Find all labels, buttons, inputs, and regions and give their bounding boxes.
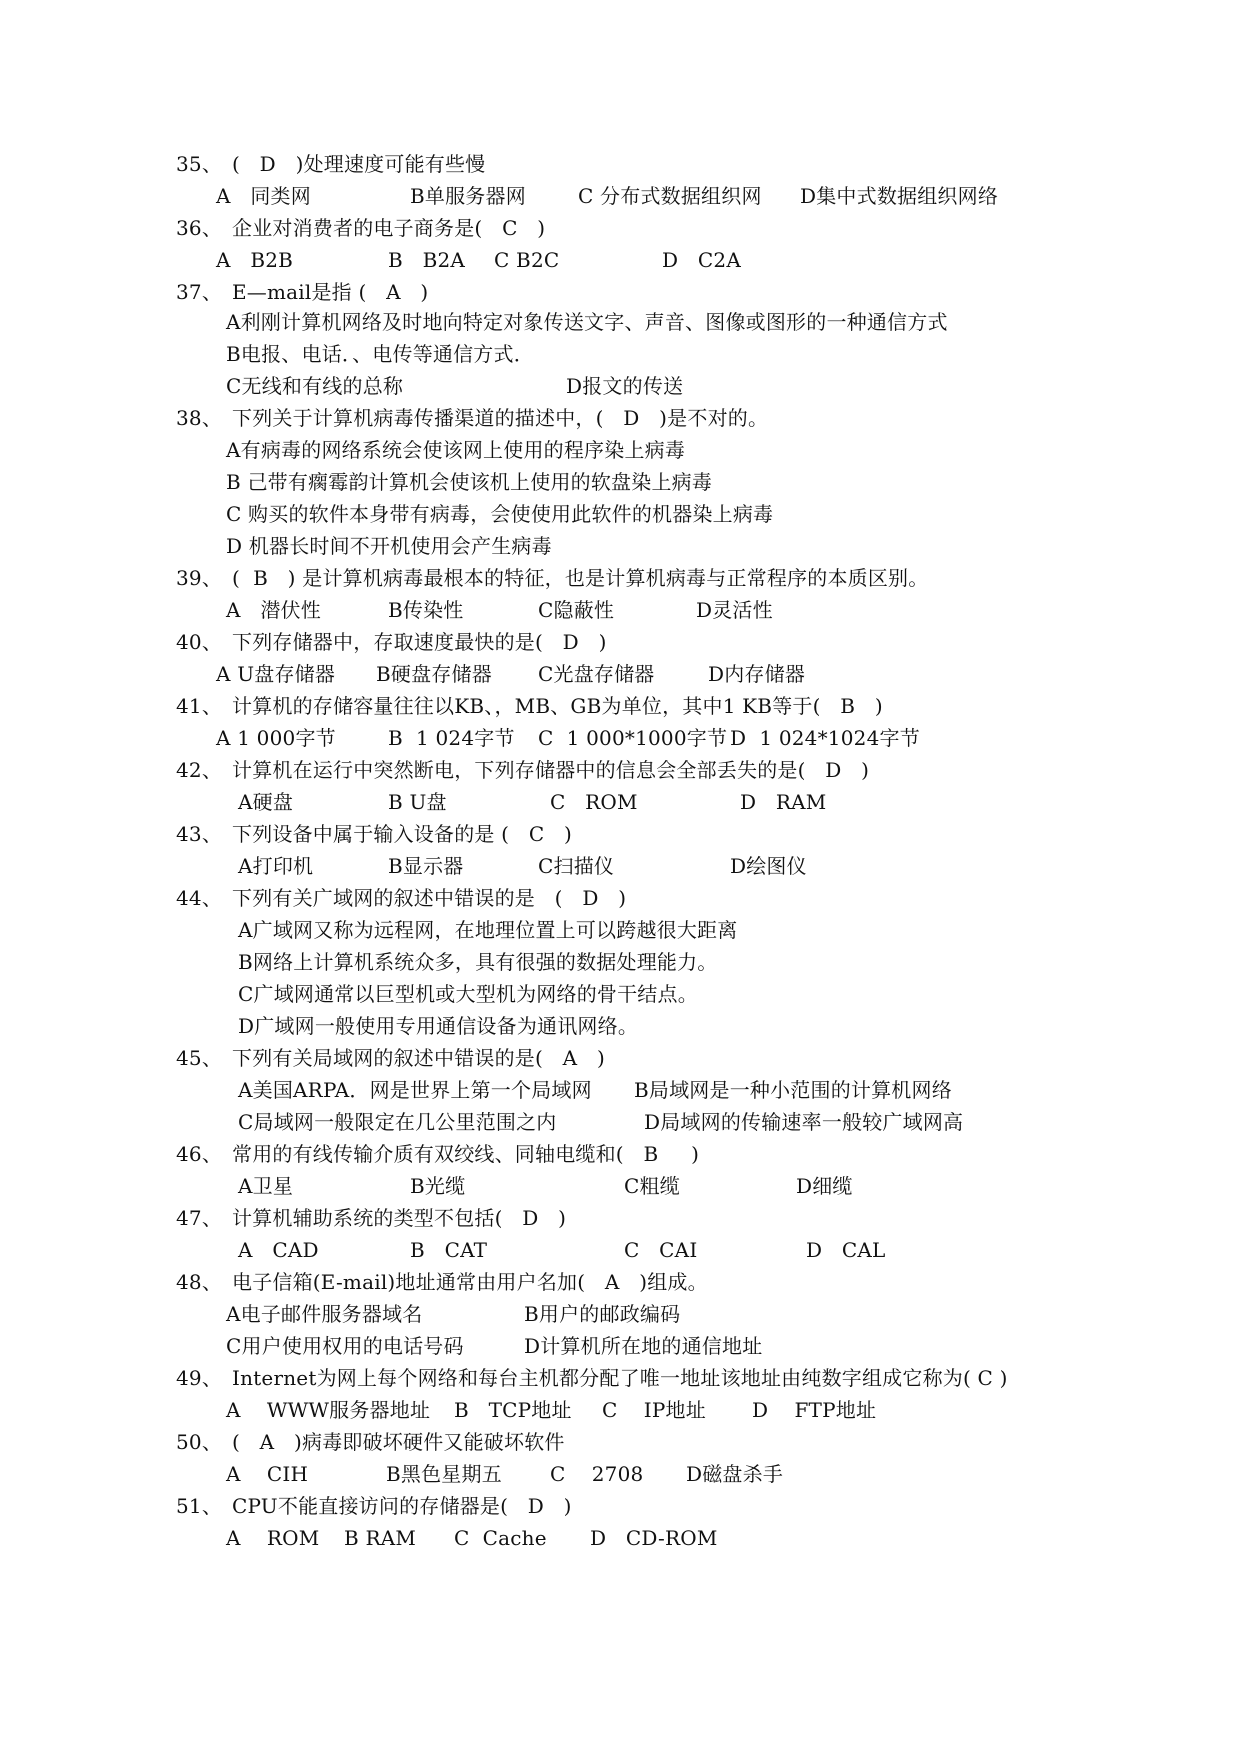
answer-option: C无线和有线的总称: [226, 374, 404, 398]
answer-option: A ROM: [226, 1526, 320, 1550]
answer-option: D FTP地址: [752, 1398, 877, 1422]
answer-option: B硬盘存储器: [376, 662, 492, 686]
question-number: 50、: [176, 1430, 223, 1454]
option-row: [0, 1330, 1241, 1362]
question-line: [0, 148, 1241, 180]
option-row: [0, 1170, 1241, 1202]
answer-option: A广域网又称为远程网，在地理位置上可以跨越很大距离: [238, 918, 738, 942]
question-line: [0, 818, 1241, 850]
option-row: [0, 1458, 1241, 1490]
question-line: [0, 882, 1241, 914]
option-row: [0, 1106, 1241, 1138]
question-number: 43、: [176, 822, 223, 846]
question-number: 45、: [176, 1046, 223, 1070]
answer-option: C隐蔽性: [538, 598, 615, 622]
option-row: [0, 786, 1241, 818]
option-row: [0, 850, 1241, 882]
answer-option: C粗缆: [624, 1174, 680, 1198]
answer-option: C B2C: [494, 248, 560, 272]
answer-option: B TCP地址: [454, 1398, 572, 1422]
answer-option: B B2A: [388, 248, 466, 272]
answer-option: B黑色星期五: [386, 1462, 502, 1486]
question-number: 44、: [176, 886, 223, 910]
question-text: ( D )处理速度可能有些慢: [232, 152, 486, 176]
answer-option: B光缆: [410, 1174, 466, 1198]
option-row: [0, 180, 1241, 212]
answer-option: C 购买的软件本身带有病毒，会使使用此软件的机器染上病毒: [226, 502, 774, 526]
answer-option: D细缆: [796, 1174, 853, 1198]
answer-option: A有病毒的网络系统会使该网上使用的程序染上病毒: [226, 438, 686, 462]
question-text: 下列设备中属于输入设备的是 ( C ): [232, 822, 573, 846]
answer-option: C 分布式数据组织网: [578, 184, 762, 208]
answer-option: D 机器长时间不开机使用会产生病毒: [226, 534, 552, 558]
answer-option: C用户使用权用的电话号码: [226, 1334, 464, 1358]
answer-option: C CAI: [624, 1238, 698, 1262]
option-row: [0, 338, 1241, 370]
answer-option: A 1 000字节: [216, 726, 336, 750]
answer-option: B显示器: [388, 854, 464, 878]
answer-option: A U盘存储器: [216, 662, 336, 686]
option-row: [0, 1234, 1241, 1266]
option-row: [0, 370, 1241, 402]
question-line: [0, 1362, 1241, 1394]
option-row: [0, 914, 1241, 946]
question-line: [0, 1042, 1241, 1074]
question-line: [0, 1266, 1241, 1298]
answer-option: A CAD: [238, 1238, 319, 1262]
question-number: 41、: [176, 694, 223, 718]
answer-option: D计算机所在地的通信地址: [524, 1334, 763, 1358]
question-text: 计算机辅助系统的类型不包括( D ): [232, 1206, 567, 1230]
question-line: [0, 754, 1241, 786]
question-number: 39、: [176, 566, 223, 590]
option-row: [0, 1394, 1241, 1426]
answer-option: A 潜伏性: [226, 598, 321, 622]
answer-option: C ROM: [550, 790, 638, 814]
answer-option: D磁盘杀手: [686, 1462, 784, 1486]
option-row: [0, 530, 1241, 562]
option-row: [0, 498, 1241, 530]
option-row: [0, 244, 1241, 276]
answer-option: B电报、电话．、电传等通信方式．: [226, 342, 534, 366]
answer-option: A美国ARPA．网是世界上第一个局域网: [238, 1078, 592, 1102]
answer-option: B网络上计算机系统众多，具有很强的数据处理能力。: [238, 950, 718, 974]
option-row: [0, 658, 1241, 690]
option-row: [0, 1074, 1241, 1106]
question-text: 计算机的存储容量往往以KB、，MB、GB为单位，其中1 KB等于( B ): [232, 694, 883, 718]
question-line: [0, 402, 1241, 434]
answer-option: C 2708: [550, 1462, 644, 1486]
answer-option: D C2A: [662, 248, 741, 272]
question-line: [0, 1202, 1241, 1234]
question-line: [0, 1138, 1241, 1170]
question-number: 46、: [176, 1142, 223, 1166]
option-row: [0, 434, 1241, 466]
question-text: ( A )病毒即破坏硬件又能破坏软件: [232, 1430, 565, 1454]
answer-option: B CAT: [410, 1238, 488, 1262]
answer-option: A利刚计算机网络及时地向特定对象传送文字、声音、图像或图形的一种通信方式: [226, 310, 948, 334]
option-row: [0, 306, 1241, 338]
question-text: 下列存储器中，存取速度最快的是( D ): [232, 630, 607, 654]
answer-option: D CAL: [806, 1238, 886, 1262]
answer-option: D灵活性: [696, 598, 773, 622]
question-text: 企业对消费者的电子商务是( C ): [232, 216, 546, 240]
question-number: 51、: [176, 1494, 223, 1518]
question-line: [0, 562, 1241, 594]
option-row: [0, 1298, 1241, 1330]
question-text: 下列有关局域网的叙述中错误的是( A ): [232, 1046, 605, 1070]
question-line: [0, 212, 1241, 244]
question-number: 48、: [176, 1270, 223, 1294]
question-number: 40、: [176, 630, 223, 654]
option-row: [0, 946, 1241, 978]
answer-option: C光盘存储器: [538, 662, 655, 686]
answer-option: D内存储器: [708, 662, 806, 686]
answer-option: B 己带有瘸霉韵计算机会使该机上使用的软盘染上病毒: [226, 470, 713, 494]
question-text: 下列有关广域网的叙述中错误的是 ( D ): [232, 886, 627, 910]
question-number: 49、: [176, 1366, 223, 1390]
answer-option: A 同类网: [216, 184, 311, 208]
answer-option: B 1 024字节: [388, 726, 515, 750]
option-row: [0, 1522, 1241, 1554]
question-text: 常用的有线传输介质有双绞线、同轴电缆和( B ): [232, 1142, 700, 1166]
answer-option: D 1 024*1024字节: [730, 726, 920, 750]
answer-option: A卫星: [238, 1174, 294, 1198]
answer-option: B局域网是一种小范围的计算机网络: [634, 1078, 952, 1102]
answer-option: B RAM: [344, 1526, 417, 1550]
answer-option: A WWW服务器地址: [226, 1398, 431, 1422]
answer-option: C局域网一般限定在几公里范围之内: [238, 1110, 557, 1134]
question-text: 电子信箱(E-mail)地址通常由用户名加( A )组成。: [232, 1270, 708, 1294]
answer-option: A B2B: [216, 248, 294, 272]
option-row: [0, 1010, 1241, 1042]
question-text: Internet为网上每个网络和每台主机都分配了唯一地址该地址由纯数字组成它称为( C ): [232, 1366, 1008, 1390]
question-text: E—mail是指 ( A ): [232, 280, 429, 304]
answer-option: D集中式数据组织网络: [800, 184, 999, 208]
answer-option: C 1 000*1000字节: [538, 726, 728, 750]
question-number: 47、: [176, 1206, 223, 1230]
answer-option: A打印机: [238, 854, 314, 878]
option-row: [0, 978, 1241, 1010]
question-text: 下列关于计算机病毒传播渠道的描述中，( D )是不对的。: [232, 406, 769, 430]
answer-option: C扫描仪: [538, 854, 615, 878]
question-line: [0, 690, 1241, 722]
answer-option: D CD-ROM: [590, 1526, 718, 1550]
option-row: [0, 466, 1241, 498]
question-number: 37、: [176, 280, 223, 304]
question-number: 36、: [176, 216, 223, 240]
answer-option: D广域网一般使用专用通信设备为通讯网络。: [238, 1014, 639, 1038]
question-text: 计算机在运行中突然断电，下列存储器中的信息会全部丢失的是( D ): [232, 758, 870, 782]
question-number: 42、: [176, 758, 223, 782]
answer-option: C广域网通常以巨型机或大型机为网络的骨干结点。: [238, 982, 698, 1006]
option-row: [0, 722, 1241, 754]
answer-option: B传染性: [388, 598, 464, 622]
answer-option: A硬盘: [238, 790, 294, 814]
answer-option: D绘图仪: [730, 854, 807, 878]
answer-option: B单服务器网: [410, 184, 526, 208]
question-text: ( B ) 是计算机病毒最根本的特征，也是计算机病毒与正常程序的本质区别。: [232, 566, 929, 590]
question-line: [0, 1490, 1241, 1522]
answer-option: B用户的邮政编码: [524, 1302, 681, 1326]
answer-option: C Cache: [454, 1526, 547, 1550]
question-line: [0, 626, 1241, 658]
answer-option: B U盘: [388, 790, 447, 814]
answer-option: D RAM: [740, 790, 827, 814]
option-row: [0, 594, 1241, 626]
question-line: [0, 276, 1241, 308]
answer-option: A CIH: [226, 1462, 309, 1486]
question-text: CPU不能直接访问的存储器是( D ): [232, 1494, 572, 1518]
answer-option: D局域网的传输速率一般较广域网高: [644, 1110, 964, 1134]
answer-option: C IP地址: [602, 1398, 706, 1422]
answer-option: D报文的传送: [566, 374, 684, 398]
question-number: 38、: [176, 406, 223, 430]
answer-option: A电子邮件服务器域名: [226, 1302, 423, 1326]
question-number: 35、: [176, 152, 223, 176]
question-line: [0, 1426, 1241, 1458]
